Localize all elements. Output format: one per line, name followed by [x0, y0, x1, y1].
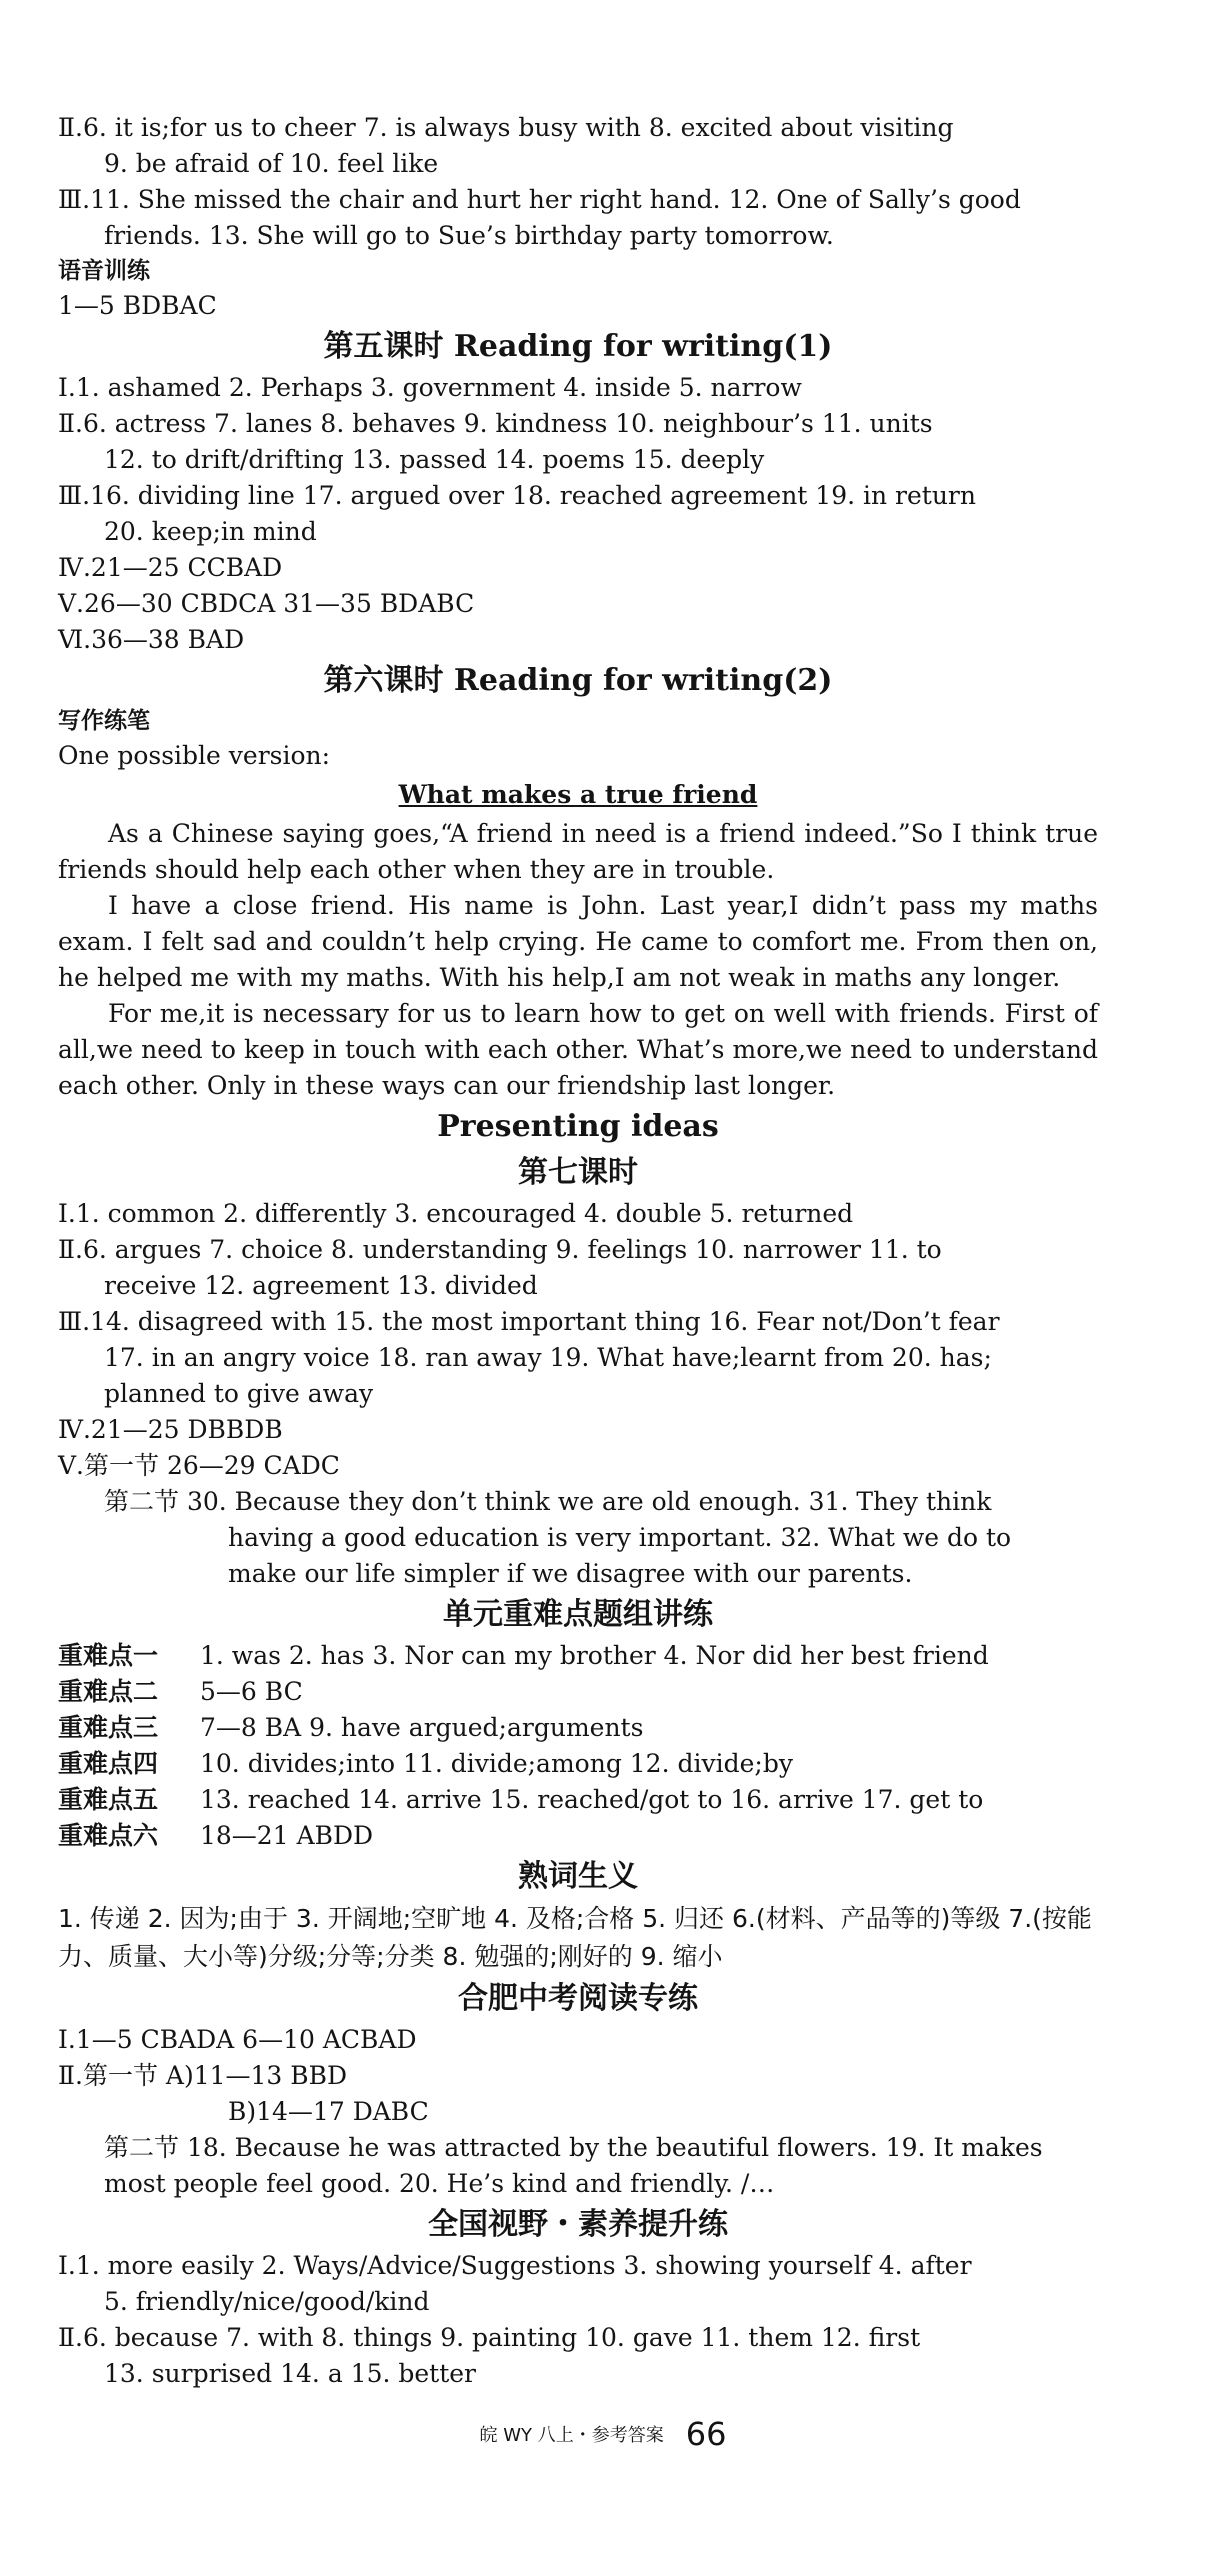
answer-line: 第二节 18. Because he was attracted by the beautiful flowers. 19. It makes — [104, 2133, 1043, 2162]
key-point-row — [58, 1746, 1098, 1782]
answer-line: Ⅰ.1—5 CBADA 6—10 ACBAD — [58, 2025, 417, 2054]
answer-line: 1—5 BDBAC — [58, 291, 217, 320]
section-heading: Presenting ideas — [437, 1109, 719, 1144]
section-heading: 熟词生义 — [518, 1859, 638, 1894]
answer-line: Ⅱ.6. because 7. with 8. things 9. painting 10. gave 11. them 12. first — [58, 2323, 921, 2352]
answer-line: planned to give away — [104, 1379, 374, 1408]
page-number: 66 — [685, 2415, 727, 2453]
answer-line: Ⅲ.16. dividing line 17. argued over 18. reached agreement 19. in return — [58, 481, 976, 510]
key-point-label: 重难点二 — [58, 1677, 159, 1706]
answer-line: Ⅰ.1. ashamed 2. Perhaps 3. government 4. inside 5. narrow — [58, 373, 802, 402]
key-point-row — [58, 1674, 1098, 1710]
answer-line: 20. keep;in mind — [104, 517, 317, 546]
content — [58, 110, 1098, 2392]
answer-line: make our life simpler if we disagree with our parents. — [228, 1559, 913, 1588]
key-point-answer: 5—6 BC — [200, 1677, 303, 1706]
answer-line: most people feel good. 20. He’s kind and friendly. /… — [104, 2169, 775, 2198]
answer-line: Ⅲ.11. She missed the chair and hurt her right hand. 12. One of Sally’s good — [58, 185, 1021, 214]
answer-line: Ⅳ.21—25 DBBDB — [58, 1415, 283, 1444]
essay-paragraph: For me,it is necessary for us to learn how to get on well with friends. First of all,we need to keep in touch with each other. What’s more,we need to understand each other. Only in these ways can our friendship last longer. — [58, 999, 1098, 1100]
essay-paragraph: I have a close friend. His name is John. Last year,I didn’t pass my maths exam. I felt sad and couldn’t help crying. He came to comfort me. From then on, he helped me with my maths. With his help,I am not weak in maths any longer. — [58, 891, 1098, 992]
answer-line: Ⅱ.6. it is;for us to cheer 7. is always busy with 8. excited about visiting — [58, 113, 954, 142]
section-heading: 合肥中考阅读专练 — [458, 1981, 698, 2016]
key-point-row — [58, 1782, 1098, 1818]
answer-line: Ⅵ.36—38 BAD — [58, 625, 245, 654]
section-label: 写作练笔 — [58, 708, 150, 734]
lesson-heading: 第六课时 Reading for writing(2) — [323, 663, 833, 698]
answer-line: 17. in an angry voice 18. ran away 19. What have;learnt from 20. has; — [104, 1343, 992, 1372]
answer-line: Ⅱ.6. actress 7. lanes 8. behaves 9. kindness 10. neighbour’s 11. units — [58, 409, 933, 438]
key-point-label: 重难点三 — [58, 1713, 159, 1742]
answer-line: Ⅴ.26—30 CBDCA 31—35 BDABC — [58, 589, 475, 618]
answer-line: having a good education is very important. 32. What we do to — [228, 1523, 1012, 1552]
answer-line: receive 12. agreement 13. divided — [104, 1271, 538, 1300]
answer-line: 13. surprised 14. a 15. better — [104, 2359, 477, 2388]
answer-line: Ⅰ.1. common 2. differently 3. encouraged 4. double 5. returned — [58, 1199, 854, 1228]
answer-line: friends. 13. She will go to Sue’s birthday party tomorrow. — [104, 221, 834, 250]
answer-line: 第二节 30. Because they don’t think we are old enough. 31. They think — [104, 1487, 992, 1516]
answer-line: Ⅱ.第一节 A)11—13 BBD — [58, 2061, 348, 2090]
lesson-heading: 第五课时 Reading for writing(1) — [323, 329, 833, 364]
key-point-label: 重难点一 — [58, 1641, 159, 1670]
answer-line: Ⅴ.第一节 26—29 CADC — [58, 1451, 340, 1480]
answer-line: B)14—17 DABC — [228, 2097, 429, 2126]
answer-line: Ⅲ.14. disagreed with 15. the most important thing 16. Fear not/Don’t fear — [58, 1307, 1000, 1336]
key-point-answer: 13. reached 14. arrive 15. reached/got to 16. arrive 17. get to — [200, 1785, 984, 1814]
answer-line: 9. be afraid of 10. feel like — [104, 149, 439, 178]
key-point-answer: 18—21 ABDD — [200, 1821, 374, 1850]
section-heading: 单元重难点题组讲练 — [443, 1597, 713, 1632]
page-footer — [0, 2415, 1206, 2459]
key-point-label: 重难点五 — [58, 1785, 159, 1814]
footer-book-label: 皖 WY 八上・参考答案 — [479, 2425, 664, 2446]
key-point-label: 重难点六 — [58, 1821, 159, 1850]
section-heading: 全国视野・素养提升练 — [428, 2207, 728, 2242]
essay-title: What makes a true friend — [398, 780, 758, 809]
key-point-answer: 1. was 2. has 3. Nor can my brother 4. Nor did her best friend — [200, 1641, 989, 1670]
key-point-row — [58, 1710, 1098, 1746]
essay-paragraph: As a Chinese saying goes,“A friend in need is a friend indeed.”So I think true friends should help each other when they are in trouble. — [58, 819, 1098, 884]
answer-line: 5. friendly/nice/good/kind — [104, 2287, 430, 2316]
key-point-answer: 10. divides;into 11. divide;among 12. divide;by — [200, 1749, 793, 1778]
lesson-heading: 第七课时 — [518, 1155, 638, 1190]
section-label: 语音训练 — [58, 258, 150, 284]
answer-line: Ⅰ.1. more easily 2. Ways/Advice/Suggestions 3. showing yourself 4. after — [58, 2251, 972, 2280]
answer-line: One possible version: — [58, 741, 331, 770]
key-point-row — [58, 1818, 1098, 1854]
key-point-label: 重难点四 — [58, 1749, 159, 1778]
answer-line: Ⅳ.21—25 CCBAD — [58, 553, 283, 582]
answer-line: Ⅱ.6. argues 7. choice 8. understanding 9. feelings 10. narrower 11. to — [58, 1235, 942, 1264]
vocab-answers: 1. 传递 2. 因为;由于 3. 开阔地;空旷地 4. 及格;合格 5. 归还 6.(材料、产品等的)等级 7.(按能力、质量、大小等)分级;分等;分类 8. 勉强的;刚好的 9. 缩小 — [58, 1904, 1092, 1971]
answer-line: 12. to drift/drifting 13. passed 14. poems 15. deeply — [104, 445, 765, 474]
key-point-row — [58, 1638, 1098, 1674]
key-point-answer: 7—8 BA 9. have argued;arguments — [200, 1713, 644, 1742]
